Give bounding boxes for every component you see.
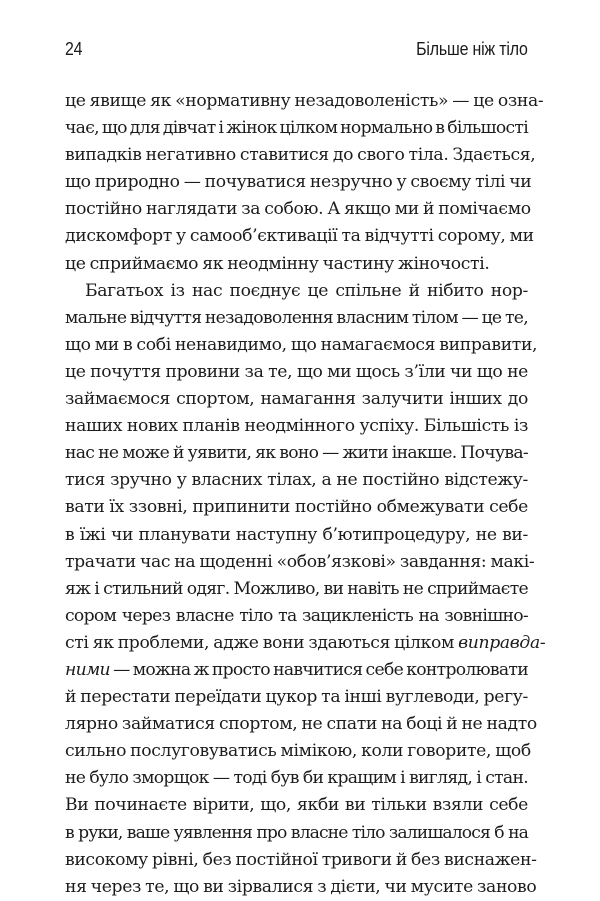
text-line: що природно — почуватися незручно у своєму тілі чи — [65, 172, 532, 193]
text-line: це сприймаємо як неодмінну частину жіночості. — [65, 253, 490, 274]
text-line: лярно займатися спортом, не спати на боці й не надто — [65, 714, 537, 735]
text-line: сильно послуговуватись мімікою, коли говорите, щоб — [65, 741, 531, 762]
text-line-with-italic — [65, 657, 528, 684]
text-line: займаємося спортом, намагання залучити інших до — [65, 389, 528, 410]
text-line: й перестати переїдати цукор та інші вуглеводи, регу- — [65, 687, 528, 708]
text-line: це явище як «нормативну незадоволеність» — це озна- — [65, 91, 544, 111]
italic-word: ними — [65, 659, 110, 680]
page-number: 24 — [65, 38, 83, 59]
italic-word: виправда- — [458, 632, 546, 653]
text-line: високому рівні, без постійної тривоги й без виснажен- — [65, 849, 537, 870]
text-line: нас не може й уявити, як воно — жити інакше. Почува- — [65, 443, 528, 464]
text-line: трачати час на щоденні «обов’язкові» завдання: макі- — [65, 551, 535, 572]
text-line: сором через власне тіло та зацикленість на зовнішно- — [65, 605, 528, 626]
paragraph-first-line: Багатьох із нас поєднує це спільне й нібито нор- — [85, 280, 528, 301]
text-line: в руки, ваше уявлення про власне тіло залишалося б на — [65, 822, 528, 843]
text-line: Ви починаєте вірити, що, якби ви тільки взяли себе — [65, 795, 528, 816]
text-segment: — можна ж просто навчитися себе контролювати — [109, 659, 528, 680]
text-line: що ми в собі ненавидимо, що намагаємося виправити, — [65, 334, 538, 355]
text-line: наших нових планів неодмінного успіху. Більшість із — [65, 416, 528, 437]
text-line: випадків негативно ставитися до свого тіла. Здається, — [65, 145, 536, 166]
text-line: ня через те, що ви зірвалися з дієти, чи мусите заново — [65, 876, 537, 897]
text-line: яж і стильний одяг. Можливо, ви навіть не сприймаєте — [65, 578, 528, 599]
text-line: дискомфорт у самооб’єктивації та відчутті сорому, ми — [65, 226, 534, 247]
running-header — [65, 38, 528, 66]
text-segment: сті як проблеми, адже вони здаються цілком — [65, 632, 459, 653]
text-line: мальне відчуття незадоволення власним тілом — це те, — [65, 307, 528, 328]
text-line: тися зручно у власних тілах, а не постійно відстежу- — [65, 470, 528, 491]
text-line: чає, що для дівчат і жінок цілком нормально в більшості — [65, 118, 528, 139]
page-body-text — [65, 88, 546, 901]
book-title: Більше ніж тіло — [416, 38, 528, 59]
text-line: це почуття провини за те, що ми щось з’їли чи що не — [65, 361, 528, 382]
text-line-with-italic — [65, 630, 546, 657]
text-line: вати їх ззовні, припинити постійно обмежувати себе — [65, 497, 528, 518]
text-line: в їжі чи планувати наступну б’ютипроцедуру, не ви- — [65, 524, 528, 545]
text-line: не було зморщок — тоді був би кращим і вигляд, і стан. — [65, 768, 528, 789]
text-line: постійно наглядати за собою. А якщо ми й помічаємо — [65, 199, 531, 220]
